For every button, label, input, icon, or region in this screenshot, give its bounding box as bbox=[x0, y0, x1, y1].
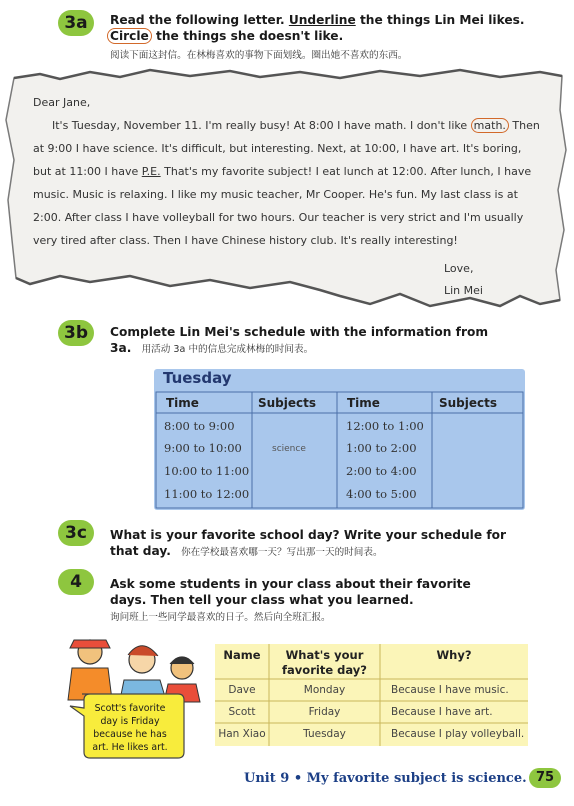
left-time-row-4: 11:00 to 12:00 bbox=[164, 487, 250, 501]
instruction-4-chinese: 询问班上一些同学最喜欢的日子。然后向全班汇报。 bbox=[110, 612, 331, 623]
fav-row-3-day: Tuesday bbox=[303, 728, 346, 740]
right-time-row-3: 2:00 to 4:00 bbox=[346, 464, 417, 478]
circled-math: math. bbox=[471, 118, 509, 133]
instruction-3a-mid: the things Lin Mei likes. bbox=[355, 13, 525, 27]
instruction-3b-line1: Complete Lin Mei's schedule with the information from bbox=[110, 325, 489, 339]
fav-header-day-line2: favorite day? bbox=[282, 663, 367, 677]
instruction-3c-chinese: 你在学校最喜欢哪一天？写出那一天的时间表。 bbox=[181, 547, 383, 558]
tuesday-header-subjects-2: Subjects bbox=[439, 396, 498, 410]
tuesday-header-subjects-1: Subjects bbox=[258, 396, 317, 410]
fav-header-day-line1: What's your bbox=[285, 648, 364, 662]
speech-bubble-text: Scott's favorite day is Friday because he has art. He likes art. bbox=[92, 703, 168, 753]
page-number: 75 bbox=[529, 768, 561, 788]
underlined-pe: P.E. bbox=[141, 165, 161, 178]
tuesday-header-time-1: Time bbox=[166, 396, 199, 410]
instruction-3a-prefix: Read the following letter. bbox=[110, 13, 289, 27]
instruction-3a-underline: Underline bbox=[288, 13, 356, 27]
right-time-row-2: 1:00 to 2:00 bbox=[346, 441, 417, 455]
left-time-row-1: 8:00 to 9:00 bbox=[164, 419, 235, 433]
letter-line-3c: That's my favorite subject! I eat lunch at 12:00. After lunch, I have bbox=[160, 165, 532, 178]
section-badge-3a: 3a bbox=[58, 10, 94, 36]
section-badge-3b: 3b bbox=[58, 320, 94, 346]
instruction-4-line1: Ask some students in your class about their favorite bbox=[110, 577, 471, 591]
fav-row-1-day: Monday bbox=[303, 684, 346, 696]
letter-line-6: very tired after class. Then I have Chinese history club. It's really interesting! bbox=[33, 234, 458, 247]
instruction-3b-chinese: 用活动 3a 中的信息完成林梅的时间表。 bbox=[141, 344, 314, 355]
instruction-3a-chinese: 阅读下面这封信。在林梅喜欢的事物下面划线。圈出她不喜欢的东西。 bbox=[110, 50, 408, 61]
fav-row-2-name: Scott bbox=[228, 706, 256, 718]
left-time-row-3: 10:00 to 11:00 bbox=[164, 464, 250, 478]
right-time-row-1: 12:00 to 1:00 bbox=[346, 419, 424, 433]
instruction-4-line2: days. Then tell your class what you learned. bbox=[110, 593, 414, 607]
tuesday-table-title: Tuesday bbox=[163, 369, 232, 387]
fav-row-2-day: Friday bbox=[308, 706, 341, 718]
example-subject-science: science bbox=[272, 444, 306, 454]
letter-line-2: at 9:00 I have science. It's difficult, but interesting. Next, at 10:00, I have art. It's boring, bbox=[33, 142, 522, 155]
instruction-3b-line2: 3a. bbox=[110, 341, 132, 355]
fav-row-1-name: Dave bbox=[228, 684, 256, 696]
fav-header-why: Why? bbox=[436, 648, 472, 662]
instruction-3a-end: the things she doesn't like. bbox=[151, 29, 344, 43]
instruction-3c-line1: What is your favorite school day? Write your schedule for bbox=[110, 528, 507, 542]
left-time-row-2: 9:00 to 10:00 bbox=[164, 441, 242, 455]
fav-header-name: Name bbox=[223, 648, 261, 662]
right-time-row-4: 4:00 to 5:00 bbox=[346, 487, 417, 501]
letter-line-1a: It's Tuesday, November 11. I'm really busy! At 8:00 I have math. I don't like bbox=[52, 119, 471, 132]
tuesday-header-time-2: Time bbox=[347, 396, 380, 410]
fav-row-2-why: Because I have art. bbox=[391, 706, 493, 718]
letter-line-1c: Then bbox=[508, 119, 540, 132]
letter-line-3a: but at 11:00 I have bbox=[33, 165, 142, 178]
fav-row-3-why: Because I play volleyball. bbox=[391, 728, 525, 740]
fav-row-3-name: Han Xiao bbox=[218, 728, 266, 740]
section-badge-4: 4 bbox=[58, 569, 94, 595]
instruction-3c-line2: that day. bbox=[110, 544, 171, 558]
footer-unit-title: Unit 9 • My favorite subject is science. bbox=[244, 771, 527, 786]
instruction-3a-circle: Circle bbox=[107, 28, 152, 44]
letter-line-4: music. Music is relaxing. I like my music teacher, Mr Cooper. He's fun. My last class is at bbox=[33, 188, 518, 201]
letter-greeting: Dear Jane, bbox=[33, 96, 91, 109]
fav-header-day bbox=[269, 648, 380, 678]
letter-signature: Lin Mei bbox=[444, 284, 483, 297]
letter-closing: Love, bbox=[444, 262, 474, 275]
letter-line-5: 2:00. After class I have volleyball for two hours. Our teacher is very strict and I'm usually bbox=[33, 211, 524, 224]
fav-row-1-why: Because I have music. bbox=[391, 684, 509, 696]
section-badge-3c: 3c bbox=[58, 520, 94, 546]
